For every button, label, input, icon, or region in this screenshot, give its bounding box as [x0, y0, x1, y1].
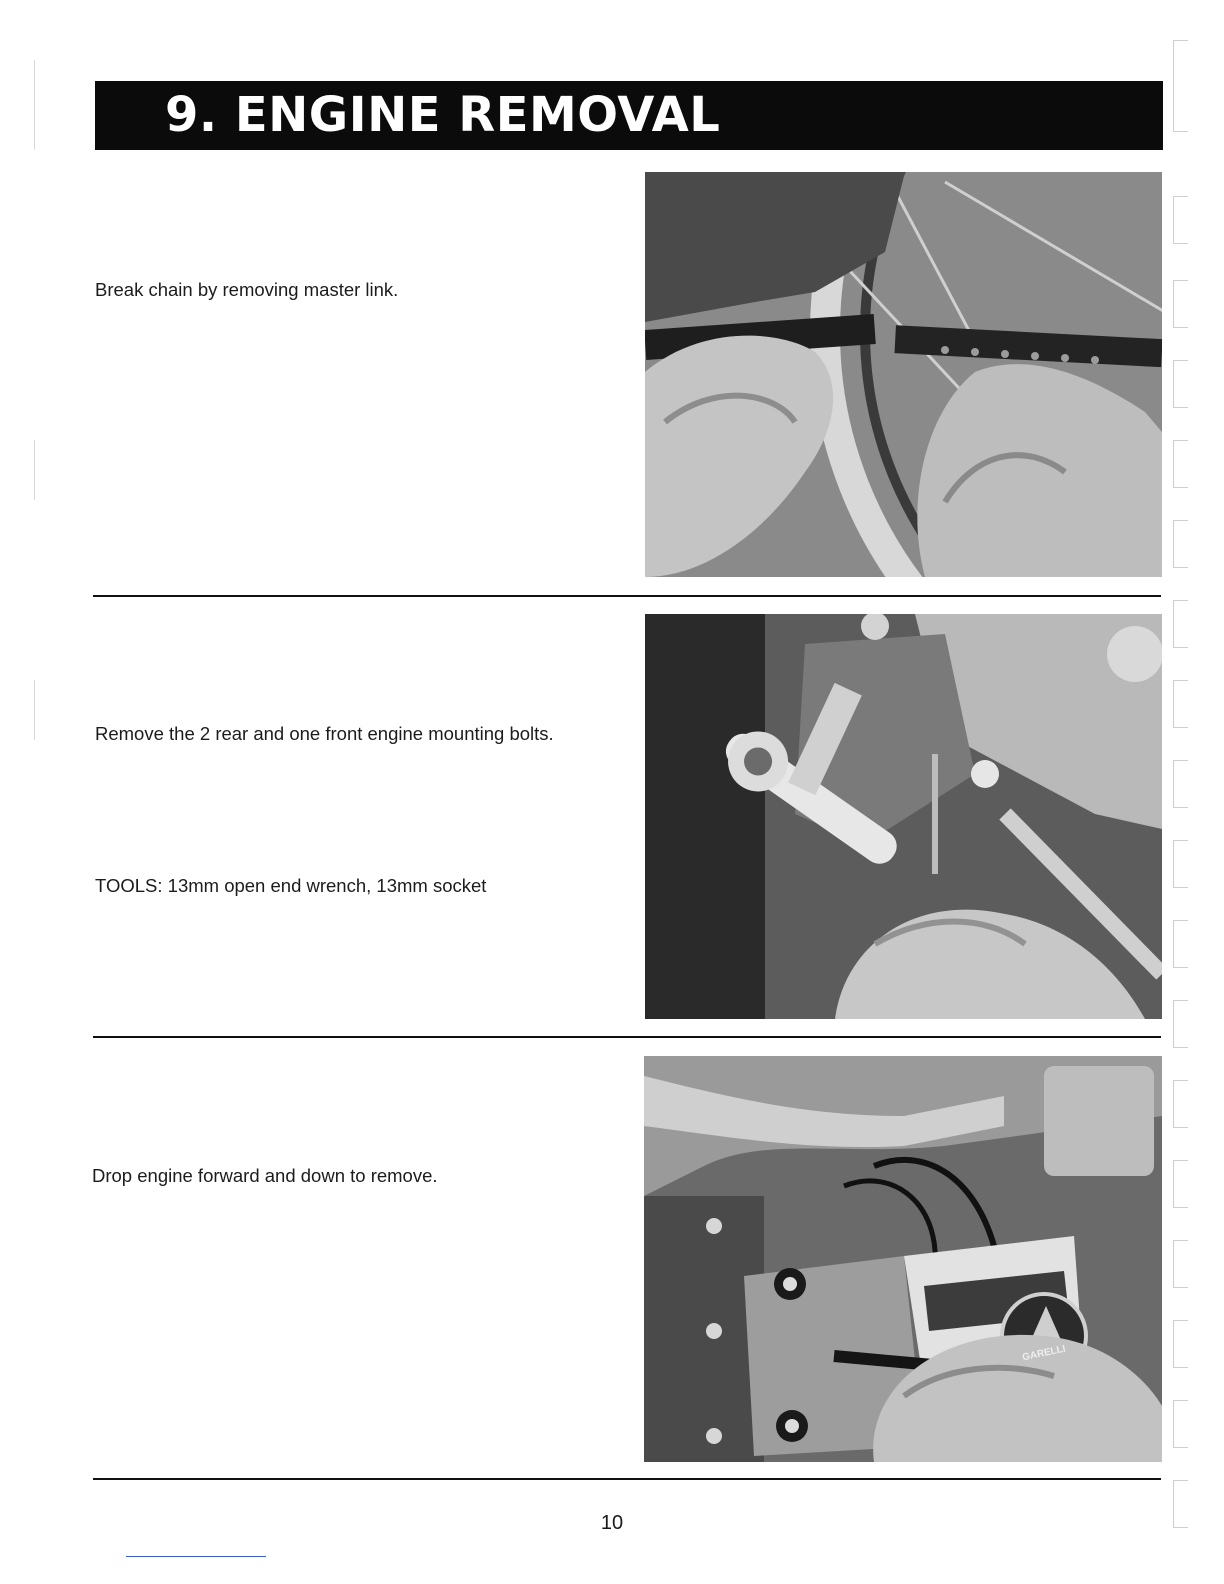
binder-tab: [1173, 680, 1188, 728]
binder-tab: [1173, 440, 1188, 488]
binder-tab: [1173, 40, 1188, 132]
binder-tab: [1173, 1160, 1188, 1208]
binder-tab: [1173, 760, 1188, 808]
margin-mark: [34, 680, 35, 740]
binder-tab: [1173, 196, 1188, 244]
step-1-text: Break chain by removing master link.: [95, 279, 399, 300]
binder-tab: [1173, 1400, 1188, 1448]
section-divider: [93, 595, 1161, 597]
margin-mark: [34, 440, 35, 500]
binder-tab: [1173, 920, 1188, 968]
page-number: 10: [600, 1512, 624, 1534]
binder-tab: [1173, 360, 1188, 408]
footer-underline: [126, 1556, 266, 1557]
garelli-logo: GARELLI: [1021, 1343, 1067, 1364]
step-3-text: Drop engine forward and down to remove.: [92, 1165, 438, 1186]
section-divider: [93, 1478, 1161, 1480]
margin-mark: [34, 60, 35, 150]
binder-tab: [1173, 1000, 1188, 1048]
engine-drop-photo: [644, 1056, 1162, 1462]
binder-tab: [1173, 1240, 1188, 1288]
binder-tab: [1173, 280, 1188, 328]
binder-tab: [1173, 520, 1188, 568]
chain-master-link-photo: [645, 172, 1162, 577]
binder-tab: [1173, 840, 1188, 888]
step-2-tools: TOOLS: 13mm open end wrench, 13mm socket: [95, 875, 487, 896]
title-bar: [95, 81, 1163, 150]
binder-tab: [1173, 600, 1188, 648]
binder-tab: [1173, 1080, 1188, 1128]
binder-tab: [1173, 1320, 1188, 1368]
section-divider: [93, 1036, 1161, 1038]
binder-tab: [1173, 1480, 1188, 1528]
engine-mounting-bolts-photo: [645, 614, 1162, 1019]
page-title: 9. ENGINE REMOVAL: [165, 87, 721, 143]
step-2-text: Remove the 2 rear and one front engine mounting bolts.: [95, 723, 554, 744]
